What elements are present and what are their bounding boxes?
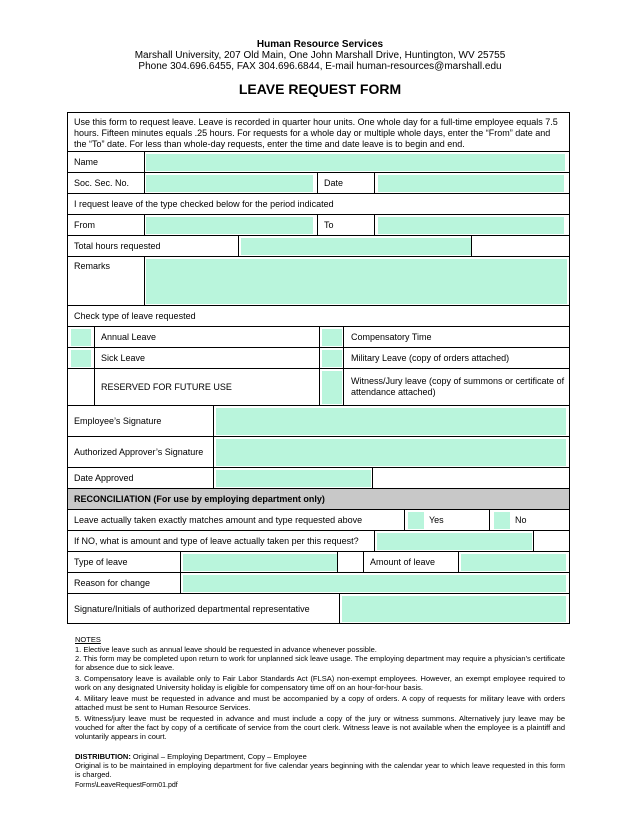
- name-row: [68, 152, 569, 173]
- type-amount-row: [68, 552, 569, 573]
- distribution-label: DISTRIBUTION:: [75, 752, 131, 761]
- remarks-label: Remarks: [68, 257, 145, 305]
- date-label: Date: [318, 173, 375, 193]
- notes-heading: NOTES: [75, 635, 101, 644]
- footer-path: Forms\LeaveRequestForm01.pdf: [75, 782, 178, 789]
- intro-text: Use this form to request leave. Leave is recorded in quarter hour units. One whole day for a full-time employee equals 7.5 hours. Fifteen minutes equals .25 hours. For requests for a whole day or multiple whole days, enter the “From” date and the “To” date. For less than whole-day requests, enter the time and date leave is to begin and end.: [74, 117, 558, 149]
- note-1: 1. Elective leave such as annual leave should be requested in advance whenever possible.: [75, 645, 377, 654]
- employee-sig-row: [68, 406, 569, 437]
- retention-text: Original is to be maintained in employing department for five calendar years beginning with the calendar year to which leave requested in this form is charged.: [75, 761, 565, 779]
- military-label: Military Leave (copy of orders attached): [351, 352, 510, 363]
- name-field[interactable]: [146, 154, 565, 171]
- yes-label: Yes: [423, 510, 490, 530]
- matches-row: [68, 510, 569, 531]
- employee-sig-label: Employee’s Signature: [68, 406, 214, 436]
- reconciliation-heading: RECONCILIATION (For use by employing department only): [74, 493, 325, 504]
- leave-request-form: [67, 112, 570, 624]
- intro-row: [68, 113, 569, 152]
- witness-label: Witness/Jury leave (copy of summons or certificate of attendance attached): [351, 376, 565, 397]
- name-label: Name: [68, 152, 145, 172]
- rep-sig-label: Signature/Initials of authorized departmental representative: [68, 594, 340, 624]
- amount-of-leave-field[interactable]: [461, 554, 566, 571]
- annual-leave-label: Annual Leave: [95, 327, 320, 347]
- ssn-label: Soc. Sec. No.: [68, 173, 145, 193]
- org-address: Marshall University, 207 Old Main, One John Marshall Drive, Huntington, WV 25755: [134, 50, 506, 61]
- matches-label: Leave actually taken exactly matches amount and type requested above: [68, 510, 405, 530]
- approver-sig-row: [68, 437, 569, 468]
- if-no-row: [68, 531, 569, 552]
- type-of-leave-label: Type of leave: [68, 552, 181, 572]
- remarks-field[interactable]: [146, 259, 567, 304]
- check-type-row: [68, 306, 569, 327]
- reconciliation-header: [68, 489, 569, 510]
- approver-sig-label: Authorized Approver’s Signature: [68, 437, 214, 467]
- check-type-label: Check type of leave requested: [74, 310, 196, 321]
- request-type-label: I request leave of the type checked below for the period indicated: [74, 198, 334, 209]
- org-contact: Phone 304.696.6455, FAX 304.696.6844, E-mail human-resources@marshall.edu: [138, 61, 502, 72]
- rep-sig-row: [68, 594, 569, 624]
- annual-leave-checkbox[interactable]: [71, 329, 91, 346]
- page-title: LEAVE REQUEST FORM: [238, 81, 402, 97]
- amount-of-leave-label: Amount of leave: [364, 552, 459, 572]
- total-hours-row: [68, 236, 569, 257]
- yes-checkbox[interactable]: [408, 512, 424, 529]
- leave-row-3: [68, 369, 569, 406]
- from-to-row: [68, 215, 569, 236]
- from-label: From: [68, 215, 145, 235]
- to-field[interactable]: [378, 217, 564, 234]
- sick-leave-label: Sick Leave: [95, 348, 320, 368]
- note-2: 2. This form may be completed upon return to work for unplanned sick leave usage. The employing department may require a physician’s certificate for absence due to sick leave.: [75, 654, 565, 672]
- date-approved-label: Date Approved: [68, 468, 214, 488]
- reason-label: Reason for change: [68, 573, 181, 593]
- request-type-row: [68, 194, 569, 215]
- compensatory-label: Compensatory Time: [351, 331, 432, 342]
- note-4: 4. Military leave must be requested in advance and must be accompanied by a copy of orders. A copy of requests for military leave with orders attached must be sent to Human Resource Services.: [75, 694, 565, 712]
- military-checkbox[interactable]: [322, 350, 342, 367]
- witness-checkbox[interactable]: [322, 371, 342, 404]
- distribution: [75, 752, 565, 761]
- total-hours-label: Total hours requested: [68, 236, 239, 256]
- approver-sig-field[interactable]: [216, 439, 566, 466]
- reserved-label: RESERVED FOR FUTURE USE: [95, 369, 320, 405]
- if-no-label: If NO, what is amount and type of leave actually taken per this request?: [68, 531, 375, 551]
- to-label: To: [318, 215, 375, 235]
- reason-field[interactable]: [183, 575, 566, 592]
- no-checkbox[interactable]: [494, 512, 510, 529]
- reason-row: [68, 573, 569, 594]
- note-3: 3. Compensatory leave is available only to Fair Labor Standards Act (FLSA) non-exempt employees. However, an exempt employee required to work on any designated University holiday is eligible for compensatory time off on an hour-for-hour basis.: [75, 674, 565, 692]
- distribution-text: Original – Employing Department, Copy – Employee: [130, 752, 307, 761]
- date-approved-row: [68, 468, 569, 489]
- sick-leave-checkbox[interactable]: [71, 350, 91, 367]
- date-field[interactable]: [378, 175, 564, 192]
- org-name: Human Resource Services: [256, 39, 384, 50]
- note-5: 5. Witness/jury leave must be requested in advance and must include a copy of the jury or witness summons. Alternatively jury leave may be vouched for after the fact by copy of a certificate of service from the court clerk. Witness leave is not available when the employee is a plaintiff and voluntarily appears in court.: [75, 714, 565, 741]
- no-label: No: [515, 514, 527, 525]
- ssn-row: [68, 173, 569, 194]
- rep-sig-field[interactable]: [342, 596, 566, 622]
- compensatory-checkbox[interactable]: [322, 329, 342, 346]
- leave-row-2: [68, 348, 569, 369]
- employee-sig-field[interactable]: [216, 408, 566, 435]
- leave-row-1: [68, 327, 569, 348]
- remarks-row: [68, 257, 569, 306]
